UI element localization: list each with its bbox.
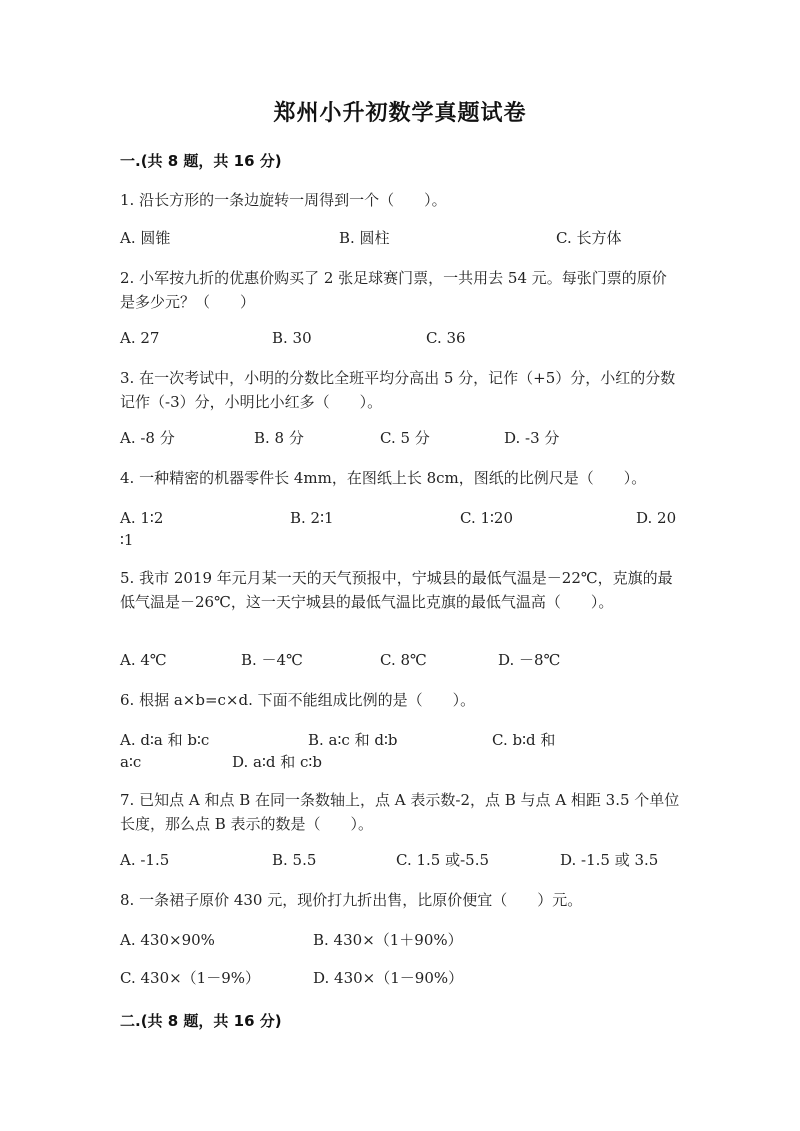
q5-option-c: C. 8℃ xyxy=(380,651,427,669)
question-7: 7. 已知点 A 和点 B 在同一条数轴上，点 A 表示数-2，点 B 与点 A 相距 3.5 个单位长度，那么点 B 表示的数是（ ）。 xyxy=(120,791,680,833)
q6-option-c-continued: a∶c xyxy=(120,753,142,771)
question-5: 5. 我市 2019 年元月某一天的天气预报中，宁城县的最低气温是－22℃，克旗的最低气温是－26℃，这一天宁城县的最低气温比克旗的最低气温高（ ）。 xyxy=(120,569,673,611)
q6-option-a: A. d∶a 和 b∶c xyxy=(120,731,210,749)
section-heading-1: 一.(共 8 题，共 16 分) xyxy=(120,152,282,170)
q5-option-b: B. －4℃ xyxy=(241,651,303,669)
q4-option-a: A. 1∶2 xyxy=(120,509,164,527)
q3-option-b: B. 8 分 xyxy=(254,429,304,447)
section-heading-2: 二.(共 8 题，共 16 分) xyxy=(120,1012,282,1030)
q5-option-d: D. －8℃ xyxy=(498,651,561,669)
question-2: 2. 小军按九折的优惠价购买了 2 张足球赛门票，一共用去 54 元。每张门票的原价是多少元？（ ） xyxy=(120,269,667,311)
q3-option-c: C. 5 分 xyxy=(380,429,430,447)
q2-option-a: A. 27 xyxy=(120,329,160,347)
q6-option-d: D. a∶d 和 c∶b xyxy=(232,753,322,771)
q8-option-d: D. 430×（1－90%） xyxy=(313,969,464,987)
question-1: 1. 沿长方形的一条边旋转一周得到一个（ ）。 xyxy=(120,191,447,209)
q4-option-c: C. 1∶20 xyxy=(460,509,514,527)
q5-option-a: A. 4℃ xyxy=(120,651,167,669)
q8-option-a: A. 430×90% xyxy=(120,931,215,949)
q8-option-c: C. 430×（1－9%） xyxy=(120,969,261,987)
q7-option-d: D. -1.5 或 3.5 xyxy=(560,851,659,869)
q6-option-c: C. b∶d 和 xyxy=(492,731,556,749)
q6-option-b: B. a∶c 和 d∶b xyxy=(308,731,398,749)
q3-option-a: A. -8 分 xyxy=(120,429,175,447)
q4-option-d: D. 20 xyxy=(636,509,677,527)
q1-option-a: A. 圆锥 xyxy=(120,229,171,247)
question-4: 4. 一种精密的机器零件长 4mm，在图纸上长 8cm，图纸的比例尺是（ ）。 xyxy=(120,469,647,487)
q1-option-b: B. 圆柱 xyxy=(339,229,390,247)
q7-option-a: A. -1.5 xyxy=(120,851,170,869)
page-title: 郑州小升初数学真题试卷 xyxy=(273,101,527,126)
q2-option-b: B. 30 xyxy=(272,329,312,347)
q7-option-b: B. 5.5 xyxy=(272,851,317,869)
q2-option-c: C. 36 xyxy=(426,329,466,347)
q3-option-d: D. -3 分 xyxy=(504,429,560,447)
q1-option-c: C. 长方体 xyxy=(556,229,622,247)
question-6: 6. 根据 a×b=c×d. 下面不能组成比例的是（ ）。 xyxy=(120,691,476,709)
question-8: 8. 一条裙子原价 430 元，现价打九折出售，比原价便宜（ ）元。 xyxy=(120,891,583,909)
q8-option-b: B. 430×（1＋90%） xyxy=(313,931,463,949)
q4-option-b: B. 2∶1 xyxy=(290,509,334,527)
q4-option-d-continued: ∶1 xyxy=(120,531,134,549)
q7-option-c: C. 1.5 或-5.5 xyxy=(396,851,490,869)
question-3: 3. 在一次考试中，小明的分数比全班平均分高出 5 分，记作（+5）分，小红的分数记作（-3）分，小明比小红多（ ）。 xyxy=(120,369,676,411)
